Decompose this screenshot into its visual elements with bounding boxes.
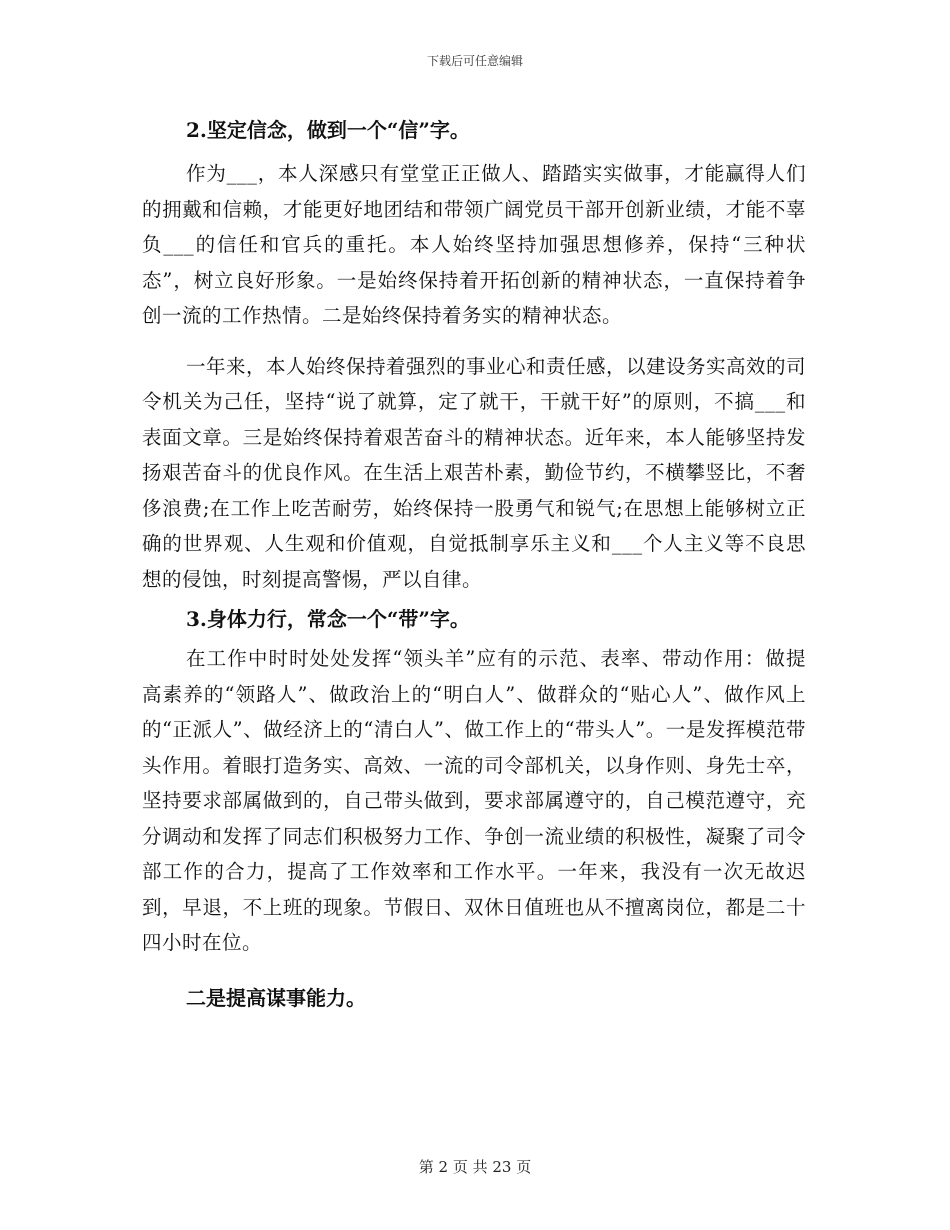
paragraph-year-review: 一年来，本人始终保持着强烈的事业心和责任感，以建设务实高效的司令机关为己任，坚持“说了就算，定了就干，干就干好”的原则，不搞___和表面文章。三是始终保持着艰苦奋斗的精神状态。近年来，本人能够坚持发扬艰苦奋斗的优良作风。在生活上艰苦朴素，勤俭节约，不横攀竖比，不奢侈浪费;在工作上吃苦耐劳，始终保持一股勇气和锐气;在思想上能够树立正确的世界观、人生观和价值观，自觉抵制享乐主义和___个人主义等不良思想的侵蚀，时刻提高警惕，严以自律。 <box>142 354 807 591</box>
section-heading-leading: 3.身体力行，常念一个“带”字。 <box>186 607 470 631</box>
paragraph-belief: 作为___，本人深感只有堂堂正正做人、踏踏实实做事，才能赢得人们的拥戴和信赖，才能更好地团结和带领广阔党员干部开创新业绩，才能不辜负___的信任和官兵的重托。本人始终坚持加强思想修养，保持“三种状态”，树立良好形象。一是始终保持着开拓创新的精神状态，一直保持着争创一流的工作热情。二是始终保持着务实的精神状态。 <box>142 162 806 327</box>
spacer <box>142 334 806 349</box>
paragraph-leading: 在工作中时时处处发挥“领头羊”应有的示范、表率、带动作用：做提高素养的“领路人”、做政治上的“明白人”、做群众的“贴心人”、做作风上的“正派人”、做经济上的“清白人”、做工作上的“带头人”。一是发挥模范带头作用。着眼打造务实、高效、一流的司令部机关，以身作则、身先士卒，坚持要求部属做到的，自己带头做到，要求部属遵守的，自己模范遵守，充分调动和发挥了同志们积极努力工作、争创一流业绩的积极性，凝聚了司令部工作的合力，提高了工作效率和工作水平。一年来，我没有一次无故迟到，早退，不上班的现象。节假日、双休日值班也从不擅离岗位，都是二十四小时在位。 <box>142 647 806 954</box>
document-body <box>142 108 806 1020</box>
page-header-note: 下载后可任意编辑 <box>426 54 523 68</box>
spacer <box>142 961 806 976</box>
page-number: 第 2 页 共 23 页 <box>418 1158 532 1176</box>
section-heading-belief: 2.坚定信念，做到一个“信”字。 <box>186 118 470 142</box>
section-heading-planning: 二是提高谋事能力。 <box>186 985 366 1010</box>
